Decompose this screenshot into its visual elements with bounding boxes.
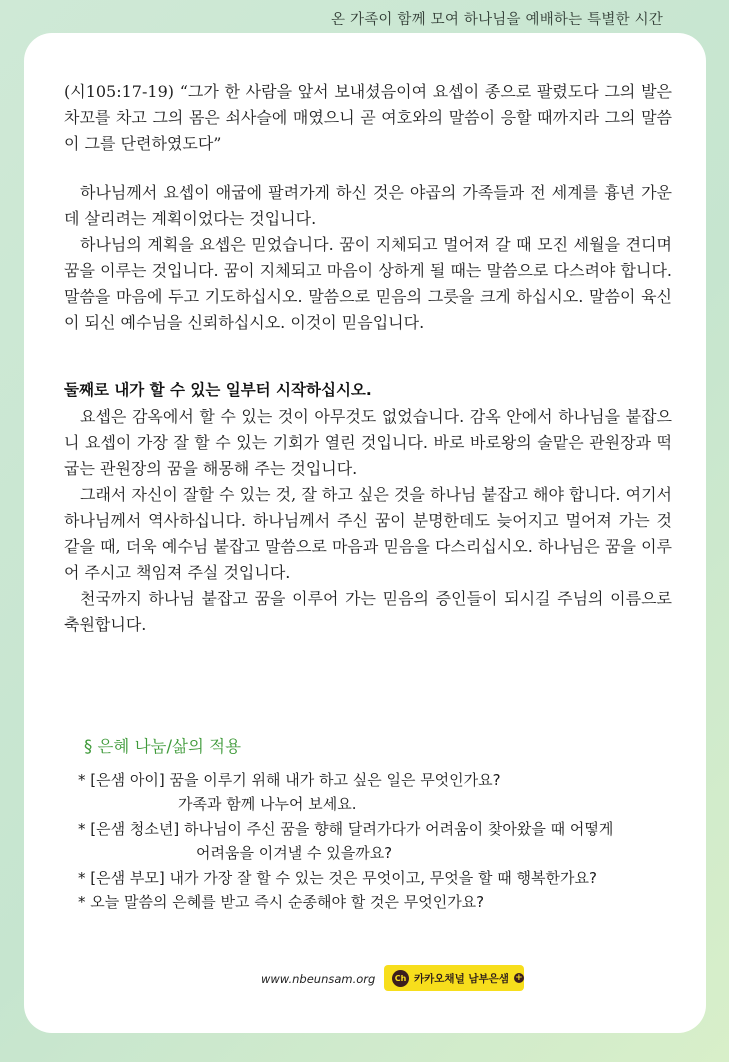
paragraph-1a: 하나님께서 요셉이 애굽에 팔려가게 하신 것은 야곱의 가족들과 전 세계를 흉년 가운데 살리려는 계획이었다는 것입니다.	[64, 183, 672, 228]
paragraph-2b: 그래서 자신이 잘할 수 있는 것, 잘 하고 싶은 것을 하나님 붙잡고 해야 합니다. 여기서 하나님께서 역사하십니다. 하나님께서 주신 꿈이 분명한데도 늦어지고 멀어져 가는 것 같을 때, 더욱 예수님 붙잡고 말씀으로 마음과 믿음을 다스리십시오. 하나님은 꿈을 이루어 주시고 책임져 주실 것입니다.	[64, 485, 672, 582]
scripture-verse: (시105:17-19) “그가 한 사람을 앞서 보내셨음이여 요셉이 종으로 팔렸도다 그의 발은 차꼬를 차고 그의 몸은 쇠사슬에 매였으니 곧 여호와의 말씀이 응할 때까지라 그의 말씀이 그를 단련하였도다”	[64, 82, 672, 153]
sharing-title: § 은혜 나눔/삶의 적용	[84, 737, 242, 756]
question-child-line1: * [은샘 아이] 꿈을 이루기 위해 내가 하고 싶은 일은 무엇인가요?	[78, 771, 501, 789]
paragraph-2a: 요셉은 감옥에서 할 수 있는 것이 아무것도 없었습니다. 감옥 안에서 하나님을 붙잡으니 요셉이 가장 잘 할 수 있는 기회가 열린 것입니다. 바로 바로왕의 술맡은 관원장과 떡굽는 관원장의 꿈을 해몽해 주는 것입니다.	[64, 407, 672, 478]
paragraph-2c: 천국까지 하나님 붙잡고 꿈을 이루어 가는 믿음의 증인들이 되시길 주님의 이름으로 축원합니다.	[64, 589, 672, 634]
question-youth	[78, 817, 688, 865]
kakao-channel-icon: Ch	[392, 970, 409, 987]
header-tagline: 온 가족이 함께 모여 하나님을 예배하는 특별한 시간	[330, 12, 663, 28]
paragraph-1	[64, 180, 672, 336]
paragraph-2	[64, 404, 672, 638]
question-today: * 오늘 말씀의 은혜를 받고 즉시 순종해야 할 것은 무엇인가요?	[78, 893, 485, 911]
section-heading: 둘째로 내가 할 수 있는 일부터 시작하십시오.	[64, 381, 372, 399]
plus-icon: +	[515, 973, 523, 983]
question-youth-line2: 어려움을 이겨낼 수 있을까요?	[196, 844, 393, 862]
website-link[interactable]: www.nbeunsam.org	[261, 972, 376, 986]
question-youth-line1: * [은샘 청소년] 하나님이 주신 꿈을 향해 달려가다가 어려움이 찾아왔을 때 어떻게	[78, 820, 614, 838]
paragraph-1b: 하나님의 계획을 요셉은 믿었습니다. 꿈이 지체되고 멀어져 갈 때 모진 세월을 견디며 꿈을 이루는 것입니다. 꿈이 지체되고 마음이 상하게 될 때는 말씀으로 다스려야 합니다. 말씀을 마음에 두고 기도하십시오. 말씀으로 믿음의 그릇을 크게 하십시오. 말씀이 육신이 되신 예수님을 신뢰하십시오. 이것이 믿음입니다.	[64, 235, 672, 332]
kakao-channel-label: 카카오채널 남부은샘	[414, 972, 509, 985]
kakao-channel-button[interactable]	[384, 965, 524, 991]
question-parent: * [은샘 부모] 내가 가장 잘 할 수 있는 것은 무엇이고, 무엇을 할 때 행복한가요?	[78, 869, 597, 887]
question-child	[78, 768, 688, 816]
question-child-line2: 가족과 함께 나누어 보세요.	[178, 795, 357, 813]
